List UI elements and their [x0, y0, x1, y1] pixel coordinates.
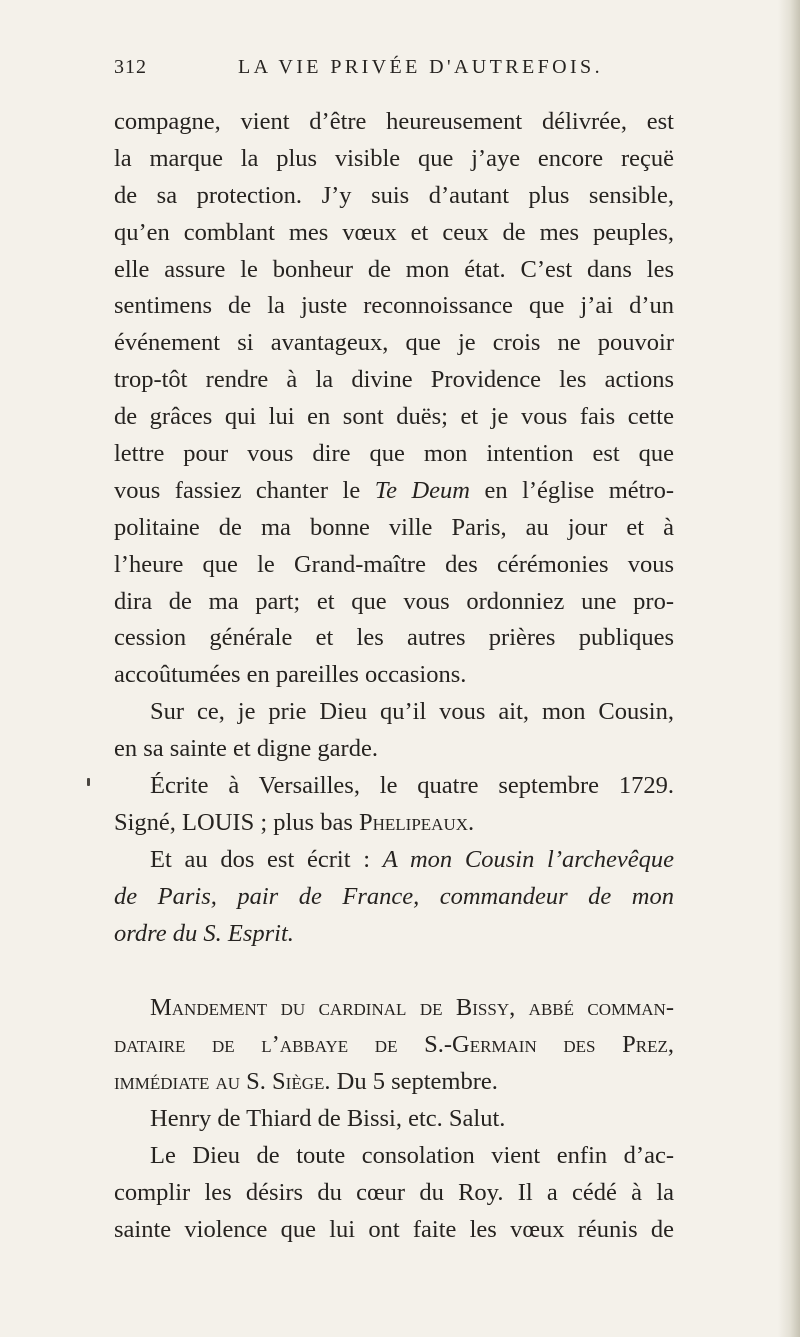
italic-te-deum: Te Deum — [374, 476, 470, 504]
text-line: politaine de ma bonne ville Paris, au jour et à — [114, 513, 674, 541]
text-line: compagne, vient d’être heureusement délivrée, est — [114, 108, 674, 135]
text-line: Écrite à Versailles, le quatre septembre 1729. — [150, 772, 674, 800]
section-gap — [114, 952, 674, 990]
text-line — [114, 842, 674, 879]
text-line: cession générale et les autres prières publiques — [114, 624, 674, 652]
text-segment: immédiate au S. Siège. — [114, 1068, 331, 1096]
text-line — [114, 879, 674, 916]
page-edge-shadow — [778, 0, 800, 1337]
text-line: Henry de Thiard de Bissi, etc. Salut. — [150, 1105, 506, 1133]
text-line: de grâces qui lui en sont duës; et je vous fais cette — [114, 403, 674, 431]
text-line: lettre pour vous dire que mon intention est que — [114, 440, 674, 468]
page-header — [114, 56, 674, 96]
text-line — [114, 916, 674, 953]
text-line: Sur ce, je prie Dieu qu’il vous ait, mon Cousin, — [150, 698, 674, 726]
text-line: dira de ma part; et que vous ordonniez une pro- — [114, 587, 674, 615]
text-segment: Du 5 septembre. — [330, 1068, 498, 1096]
text-line: sainte violence que lui ont faite les vœux réunis de — [114, 1215, 674, 1243]
text-line: qu’en comblant mes vœux et ceux de mes peuples, — [114, 218, 674, 246]
page-number: 312 — [114, 56, 147, 78]
text-segment: en l’église métro- — [469, 476, 674, 504]
text-line: sentimens de la juste reconnoissance que j’ai d’un — [114, 292, 674, 320]
text-line: la marque la plus visible que j’aye encore reçuë — [114, 144, 674, 172]
mandement-heading — [114, 1064, 674, 1101]
italic-address: A mon Cousin l’archevêque — [382, 845, 674, 873]
text-line: accoûtumées en pareilles occasions. — [114, 661, 467, 689]
mandement-heading: Mandement du cardinal de Bissy, abbé comman- — [150, 994, 674, 1022]
text-line: complir les désirs du cœur du Roy. Il a cédé à la — [114, 1178, 674, 1206]
text-line: de sa protection. J’y suis d’autant plus sensible, — [114, 181, 674, 209]
text-line: l’heure que le Grand-maître des cérémonies vous — [114, 550, 674, 578]
text-line: Le Dieu de toute consolation vient enfin d’ac- — [150, 1142, 674, 1170]
italic-address: de Paris, pair de France, commandeur de mon — [114, 882, 674, 910]
running-title: LA VIE PRIVÉE D'AUTREFOIS. — [238, 56, 603, 78]
text-line: trop-tôt rendre à la divine Providence les actions — [114, 366, 674, 394]
page-text — [114, 104, 674, 1249]
text-line: elle assure le bonheur de mon état. C’est dans les — [114, 255, 674, 283]
text-segment: Signé, LOUIS ; plus bas — [114, 808, 359, 836]
text-line — [114, 473, 674, 510]
italic-address: ordre du S. Esprit. — [114, 919, 294, 947]
signature-phelipeaux: Phelipeaux. — [359, 808, 475, 836]
text-segment: Et au dos est écrit : — [150, 845, 383, 873]
text-line: événement si avantageux, que je crois ne pouvoir — [114, 329, 674, 357]
text-line — [114, 805, 674, 842]
mandement-heading: dataire de l’abbaye de S.-Germain des Prez, — [114, 1031, 674, 1059]
text-line: en sa sainte et digne garde. — [114, 735, 378, 763]
text-segment: vous fassiez chanter le — [114, 476, 375, 504]
margin-mark — [87, 778, 90, 786]
